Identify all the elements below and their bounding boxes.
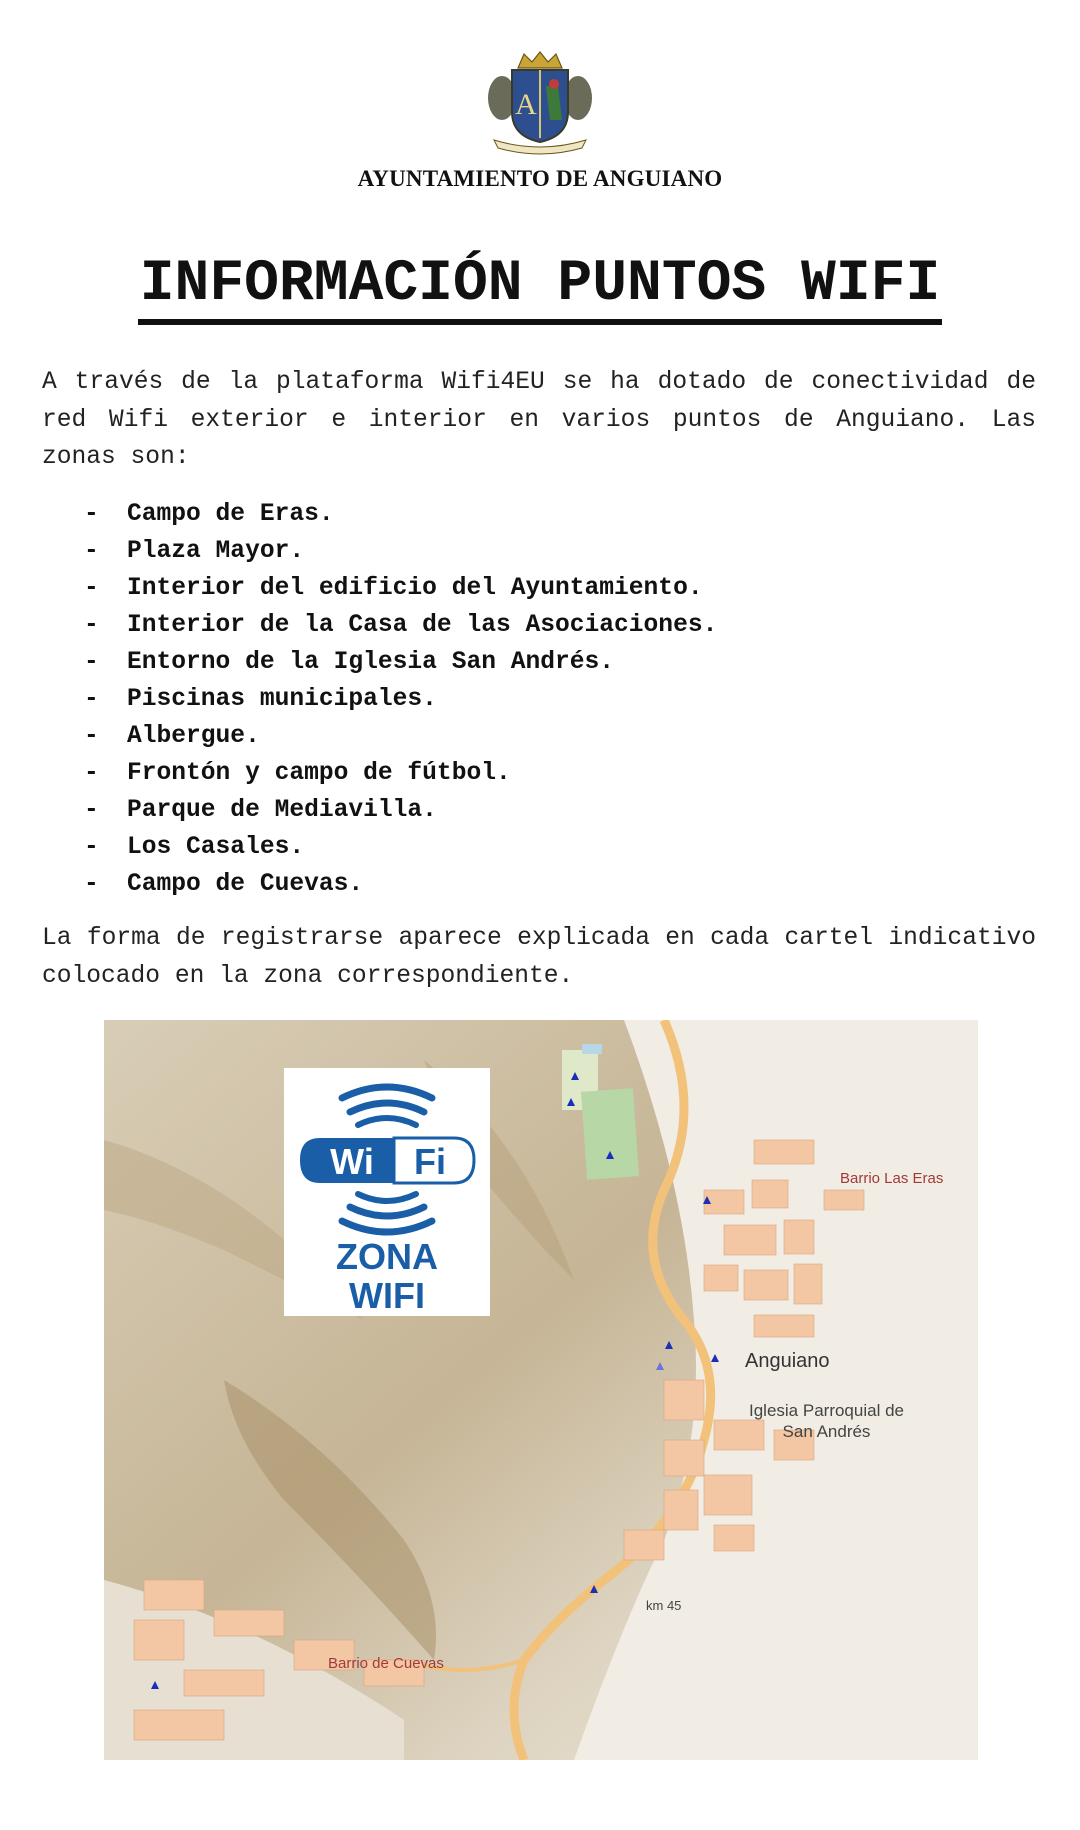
zone-label: Parque de Mediavilla.	[127, 797, 437, 824]
zone-label: Los Casales.	[127, 834, 305, 861]
sign-line-1: ZONA	[336, 1236, 438, 1277]
list-item	[84, 681, 717, 718]
organization-name: AYUNTAMIENTO DE ANGUIANO	[357, 166, 723, 191]
bullet: -	[84, 834, 99, 861]
list-item	[84, 755, 717, 792]
list-item	[84, 718, 717, 755]
bullet: -	[84, 871, 99, 898]
list-item	[84, 792, 717, 829]
bullet: -	[84, 760, 99, 787]
map-label-km: km 45	[646, 1598, 682, 1613]
list-item	[84, 496, 717, 533]
zone-label: Campo de Eras.	[127, 501, 334, 528]
map-terrain	[104, 1020, 978, 1760]
page-title	[0, 250, 1080, 320]
bullet: -	[84, 501, 99, 528]
closing-paragraph: La forma de registrarse aparece explicada en cada cartel indicativo colocado en la zona correspondiente.	[42, 925, 1036, 990]
list-item	[84, 533, 717, 570]
map-label-barrio-cuevas: Barrio de Cuevas	[328, 1655, 444, 1672]
map-label-town: Anguiano	[745, 1350, 830, 1372]
zone-label: Piscinas municipales.	[127, 686, 437, 713]
list-item	[84, 607, 717, 644]
wifi-logo-icon	[284, 1068, 490, 1316]
zone-label: Albergue.	[127, 723, 260, 750]
wifi-zones-list	[84, 496, 717, 903]
wifi-zones-map	[104, 1020, 978, 1760]
wifi-wi-text: Wi	[330, 1141, 374, 1182]
church-label-line-1: Iglesia Parroquial de	[749, 1401, 904, 1420]
page-title-text: INFORMACIÓN PUNTOS WIFI	[138, 252, 943, 325]
list-item	[84, 570, 717, 607]
zona-wifi-sign	[284, 1068, 490, 1316]
list-item	[84, 644, 717, 681]
bullet: -	[84, 797, 99, 824]
intro-paragraph: A través de la plataforma Wifi4EU se ha dotado de conectividad de red Wifi exterior e interior en varios puntos de Anguiano. Las zonas son:	[42, 369, 1036, 471]
municipal-crest	[484, 50, 596, 155]
church-label-line-2: San Andrés	[782, 1422, 871, 1441]
zone-label: Frontón y campo de fútbol.	[127, 760, 511, 787]
bullet: -	[84, 538, 99, 565]
zone-label: Plaza Mayor.	[127, 538, 305, 565]
wifi-fi-text: Fi	[414, 1141, 446, 1182]
map-label-church	[749, 1400, 904, 1442]
zone-label: Campo de Cuevas.	[127, 871, 364, 898]
bullet: -	[84, 723, 99, 750]
svg-text:A: A	[515, 88, 537, 121]
zone-label: Interior de la Casa de las Asociaciones.	[127, 612, 718, 639]
bullet: -	[84, 612, 99, 639]
bullet: -	[84, 686, 99, 713]
bullet: -	[84, 575, 99, 602]
sign-line-2: WIFI	[349, 1275, 425, 1316]
bullet: -	[84, 649, 99, 676]
zone-label: Entorno de la Iglesia San Andrés.	[127, 649, 615, 676]
map-label-barrio-eras: Barrio Las Eras	[840, 1170, 944, 1187]
list-item	[84, 829, 717, 866]
zone-label: Interior del edificio del Ayuntamiento.	[127, 575, 703, 602]
list-item	[84, 866, 717, 903]
